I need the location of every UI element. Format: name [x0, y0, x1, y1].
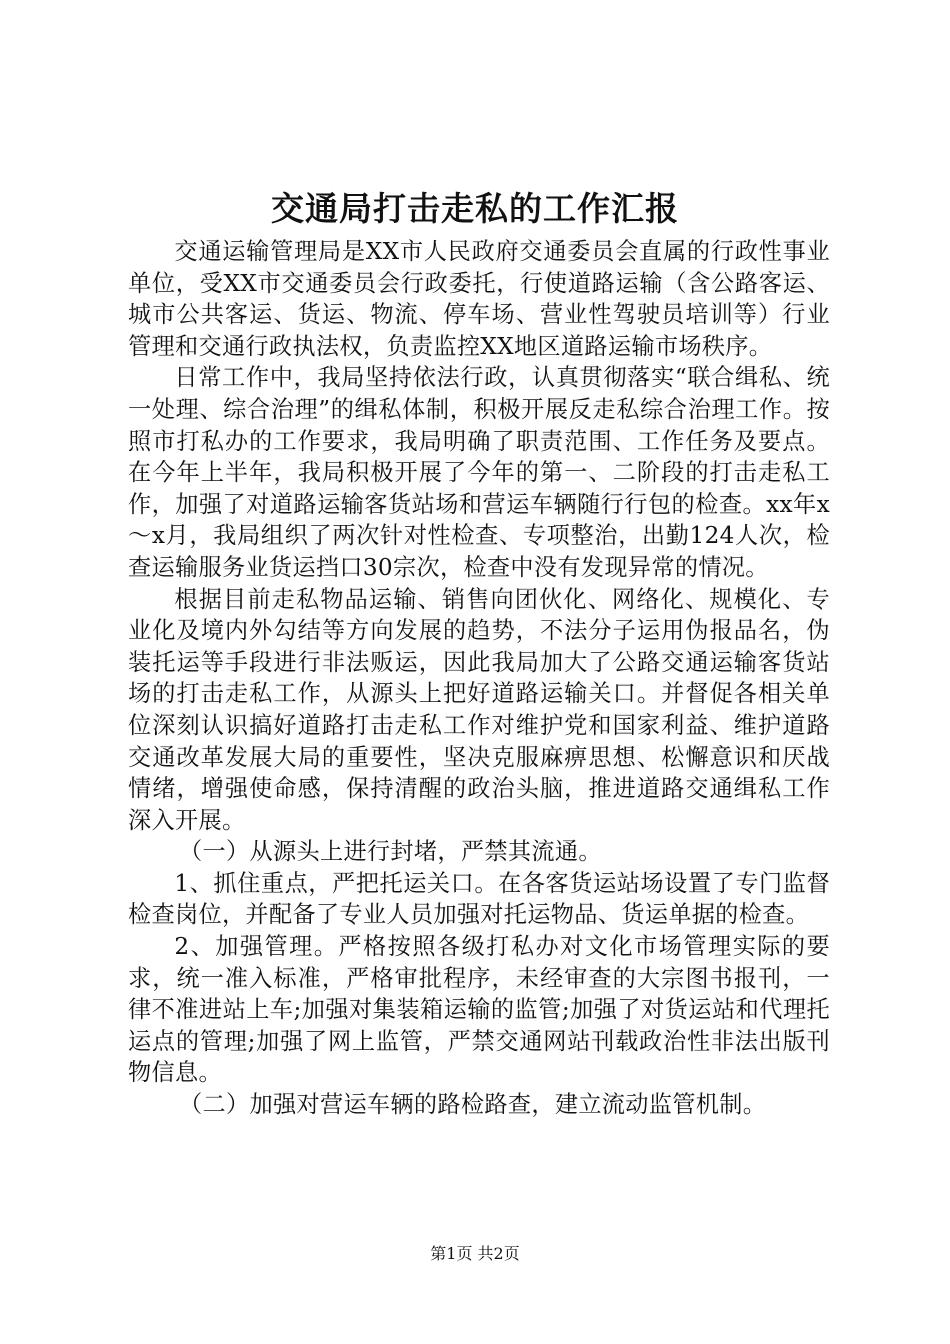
document-title: 交通局打击走私的工作汇报: [271, 189, 679, 228]
paragraph-item-2: 2、加强管理。严格按照各级打私办对文化市场管理实际的要求，统一准入标准，严格审批程序，未经审查的大宗图书报刊，一律不准进站上车;加强对集装箱运输的监管;加强了对货运站和代理托运点的管理;加强了网上监管，严禁交通网站刊载政治性非法出版刊物信息。: [128, 933, 830, 1087]
section-heading-1: （一）从源头上进行封堵，严禁其流通。: [179, 838, 602, 866]
paragraph-daily-work: 日常工作中，我局坚持依法行政，认真贯彻落实“联合缉私、统一处理、综合治理”的缉私体制，积极开展反走私综合治理工作。按照市打私办的工作要求，我局明确了职责范围、工作任务及要点。在今年上半年，我局积极开展了今年的第一、二阶段的打击走私工作，加强了对道路运输客货站场和营运车辆随行行包的检查。xx年x～x月，我局组织了两次针对性检查、专项整治，出勤124人次，检查运输服务业货运挡口30宗次，检查中没有发现异常的情况。: [128, 364, 830, 581]
paragraph-item-1: 1、抓住重点，严把托运关口。在各客货运站场设置了专门监督检查岗位，并配备了专业人员加强对托运物品、货运单据的检查。: [128, 869, 830, 929]
document-body: [128, 236, 830, 1121]
paragraph-intro: 交通运输管理局是XX市人民政府交通委员会直属的行政性事业单位，受XX市交通委员会行政委托，行使道路运输（含公路客运、城市公共客运、货运、物流、停车场、营业性驾驶员培训等）行业管理和交通行政执法权，负责监控XX地区道路运输市场秩序。: [128, 238, 830, 360]
paragraph-trend: 根据目前走私物品运输、销售向团伙化、网络化、规模化、专业化及境内外勾结等方向发展的趋势，不法分子运用伪报品名，伪装托运等手段进行非法贩运，因此我局加大了公路交通运输客货站场的打击走私工作，从源头上把好道路运输关口。并督促各相关单位深刻认识搞好道路打击走私工作对维护党和国家利益、维护道路交通改革发展大局的重要性，坚决克服麻痹思想、松懈意识和厌战情绪，增强使命感，保持清醒的政治头脑，推进道路交通缉私工作深入开展。: [128, 585, 830, 834]
page-footer: 第1页 共2页: [430, 1244, 520, 1263]
section-heading-2: （二）加强对营运车辆的路检路查，建立流动监管机制。: [179, 1091, 767, 1119]
